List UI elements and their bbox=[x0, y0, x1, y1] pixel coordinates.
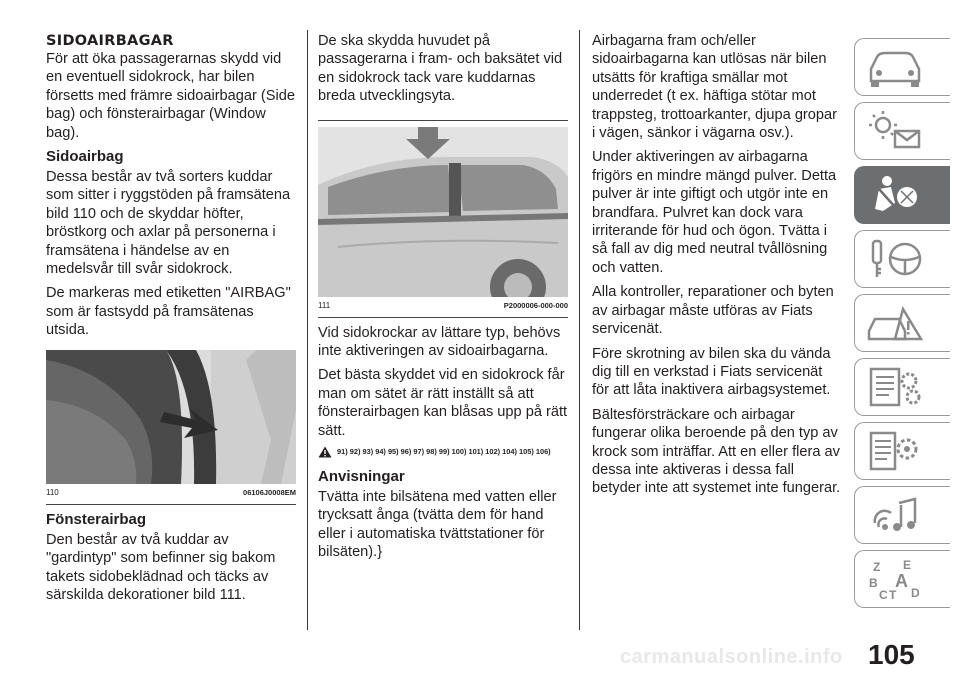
tab-car-info[interactable] bbox=[854, 38, 950, 96]
side-airbag-paragraph-1: Dessa består av två sorters kuddar som sitter i ryggstöden på framsätena bild 110 och de skyddar höfter, bröstkorg och axlar på personerna i framsätena i händelse av en medelsvår till svår sidokrock. bbox=[46, 169, 291, 278]
multimedia-icon bbox=[865, 493, 925, 537]
tab-warning-lights[interactable] bbox=[854, 102, 950, 160]
warning-reference-numbers: 91) 92) 93) 94) 95) 96) 97) 98) 99) 100) 101) 102) 104) 105) 106) bbox=[337, 447, 551, 457]
figure-110 bbox=[46, 350, 296, 505]
tab-technical-data[interactable] bbox=[854, 422, 950, 480]
technical-data-icon bbox=[865, 429, 925, 473]
index-letter: E bbox=[903, 558, 912, 572]
notes-heading: Anvisningar bbox=[318, 468, 405, 486]
service-paragraph: Alla kontroller, reparationer och byten av airbagar måste utföras av Fiats servicenät. bbox=[592, 284, 834, 338]
chapter-tabs bbox=[854, 38, 950, 614]
index-letter: D bbox=[911, 586, 920, 600]
tab-emergency[interactable] bbox=[854, 294, 950, 352]
window-airbag-paragraph: Den består av två kuddar av "gardintyp" som befinner sig bakom takets sidobeklädnad och täcks av särskilda dekorationer bild 111. bbox=[46, 531, 276, 603]
column-middle bbox=[318, 32, 570, 568]
figure-111-code: P2000006-000-000 bbox=[503, 300, 568, 310]
figure-110-code: 06106J0008EM bbox=[243, 487, 296, 497]
car-info-icon bbox=[865, 45, 925, 89]
index-letter: A bbox=[895, 571, 908, 591]
light-collision-paragraph: Vid sidokrockar av lättare typ, behövs inte aktiveringen av sidoairbagarna. bbox=[318, 324, 561, 360]
side-airbag-heading: Sidoairbag bbox=[46, 148, 124, 166]
notes-paragraph: Tvätta inte bilsätena med vatten eller trycksatt ånga (tvätta dem för hand eller i automatiska tvättstationer för bilsäten).} bbox=[318, 489, 557, 561]
watermark: carmanualsonline.info bbox=[620, 646, 843, 668]
index-icon bbox=[865, 557, 925, 601]
index-letter: Z bbox=[873, 560, 881, 574]
intro-paragraph: För att öka passagerarnas skydd vid en eventuell sidokrock, har bilen försetts med främre sidoairbagar (Side bag) och fönsterairbagar (Window bag). bbox=[46, 51, 296, 141]
column-right bbox=[592, 32, 842, 504]
index-letter: C bbox=[879, 588, 888, 601]
figure-111-caption bbox=[318, 297, 568, 318]
car-side-image bbox=[318, 127, 568, 297]
tab-index[interactable] bbox=[854, 550, 950, 608]
scrapping-paragraph: Före skrotning av bilen ska du vända dig till en verkstad i Fiats servicenät för att låta inaktivera airbagsystemet. bbox=[592, 345, 831, 399]
index-letter: B bbox=[869, 576, 878, 590]
warning-triangle-icon bbox=[318, 446, 332, 458]
figure-110-number: 110 bbox=[46, 487, 59, 497]
window-airbag-heading: Fönsterairbag bbox=[46, 510, 147, 528]
key-steering-icon bbox=[865, 237, 925, 281]
tab-safety[interactable] bbox=[854, 166, 950, 224]
column-divider-1 bbox=[307, 30, 308, 630]
seat-safety-icon bbox=[865, 173, 925, 217]
page-number: 105 bbox=[868, 639, 915, 670]
pretensioner-paragraph: Bältesförsträckare och airbagar fungerar olika beroende på den typ av krock som inträffar. Att en eller flera av dessa inte aktiveras i dessa fall betyder inte att systemet inte fungerar. bbox=[592, 406, 841, 497]
figure-111 bbox=[318, 120, 568, 318]
figure-111-number: 111 bbox=[318, 300, 331, 310]
column-left bbox=[46, 32, 296, 610]
figure-110-caption bbox=[46, 484, 296, 505]
side-airbag-paragraph-2: De markeras med etiketten "AIRBAG" som är fastsydd på framsätenas utsida. bbox=[46, 285, 291, 339]
tab-maintenance[interactable] bbox=[854, 358, 950, 416]
column-divider-2 bbox=[579, 30, 580, 630]
warning-lights-icon bbox=[865, 109, 925, 153]
emergency-breakdown-icon bbox=[865, 301, 925, 345]
maintenance-icon bbox=[865, 365, 925, 409]
tab-starting-driving[interactable] bbox=[854, 230, 950, 288]
deployment-paragraph: Airbagarna fram och/eller sidoairbagarna kan utlösas när bilen utsätts för kraftiga smällar mot underredet (t ex. häftiga stötar mot trappsteg, trottoarkanter, djupa gropar i vägen, sänkor i vägarna osv.). bbox=[592, 33, 838, 142]
head-protection-paragraph: De ska skydda huvudet på passagerarna i fram- och baksätet vid en sidokrock tack vare kuddarnas breda utvecklingsyta. bbox=[318, 33, 563, 105]
warning-references bbox=[318, 446, 570, 458]
powder-paragraph: Under aktiveringen av airbagarna frigörs en mindre mängd pulver. Detta pulver är inte giftigt och utgör inte en brandfara. Pulvret kan dock vara irriterande för hud och ögon. Tvätta i så fall av dig med neutral tvållösning och vatten. bbox=[592, 149, 837, 276]
index-letter: T bbox=[889, 588, 897, 601]
best-protection-paragraph: Det bästa skyddet vid en sidokrock får man om sätet är rätt inställt så att fönsterairbagen kan blåsas upp på rätt sätt. bbox=[318, 367, 568, 439]
tab-multimedia[interactable] bbox=[854, 486, 950, 544]
section-title: SIDOAIRBAGAR bbox=[46, 33, 174, 49]
seat-airbag-image bbox=[46, 350, 296, 484]
